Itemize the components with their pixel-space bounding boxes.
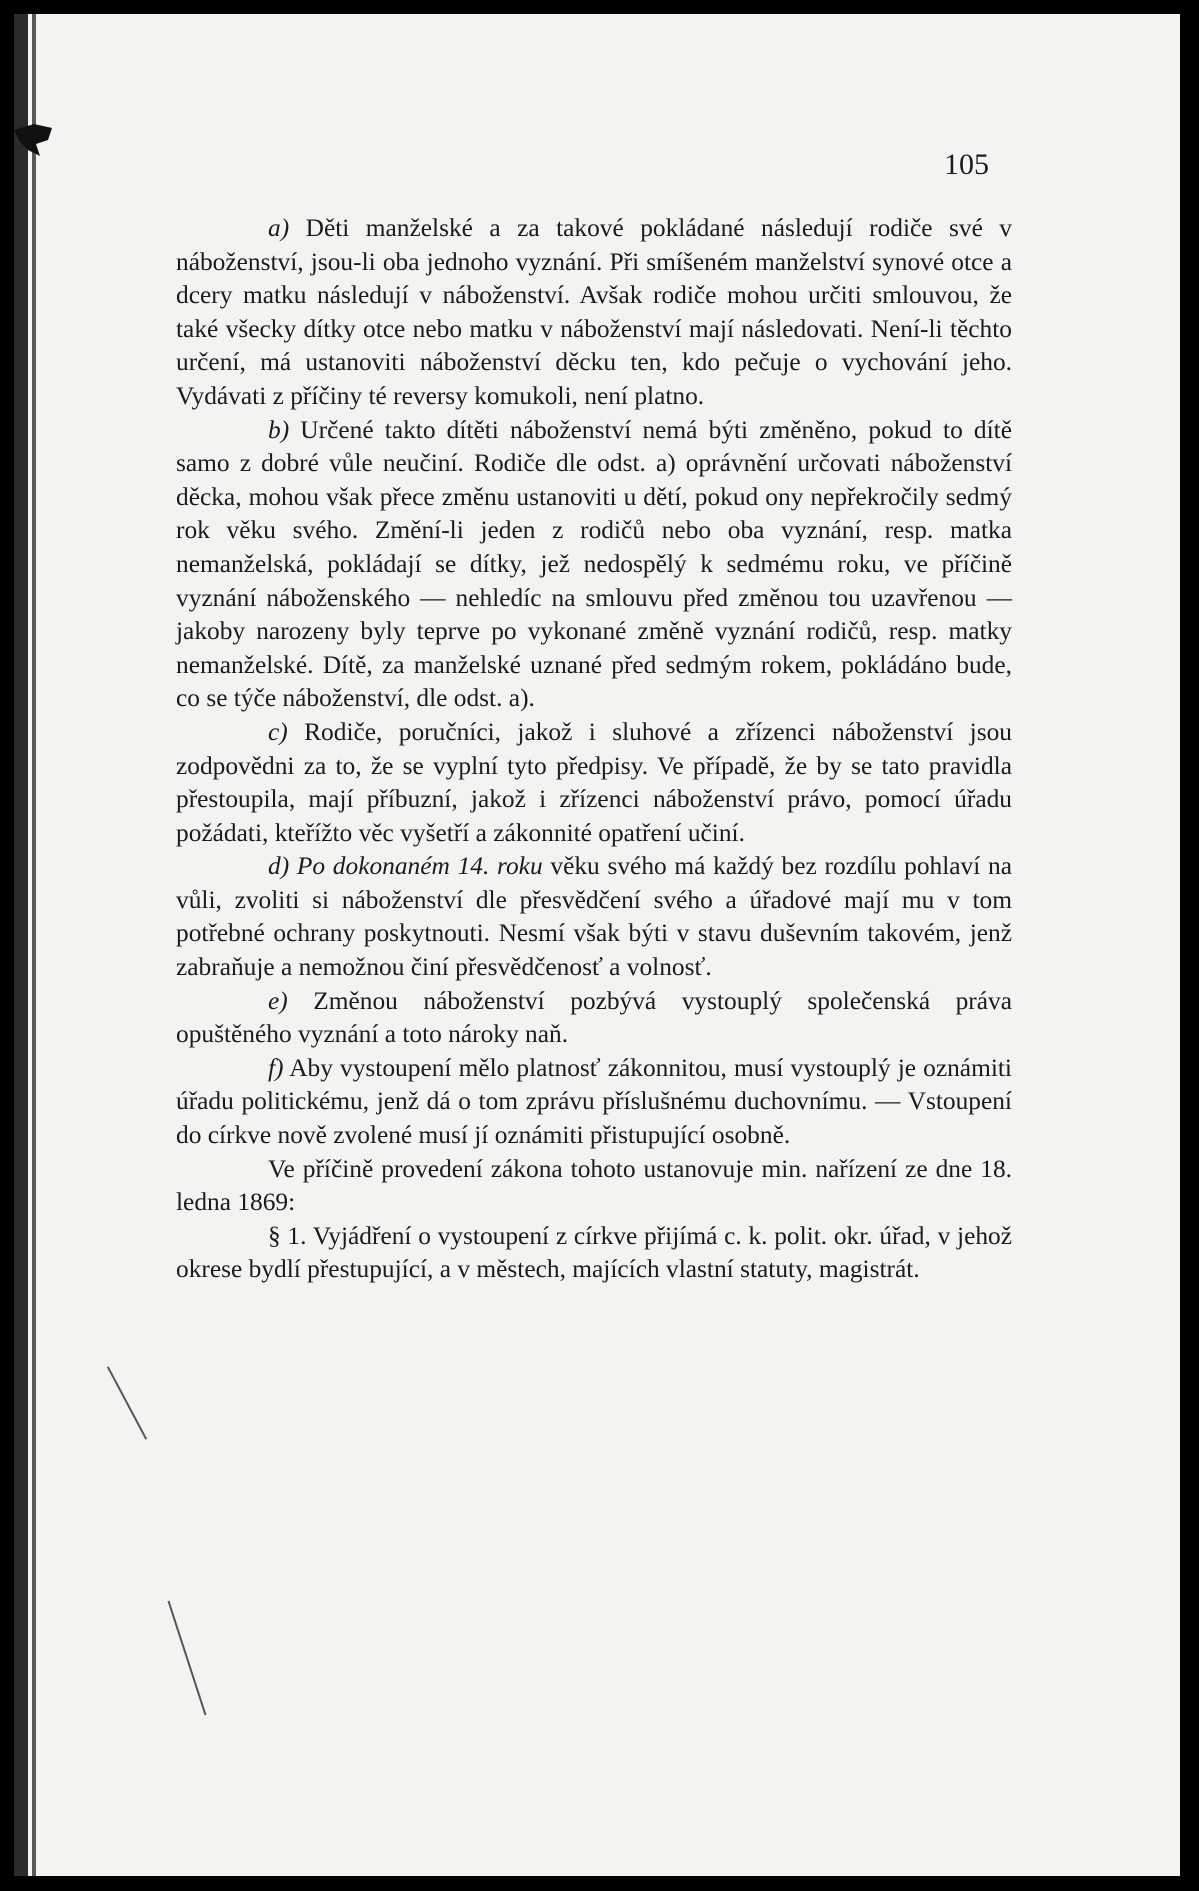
paragraph-d [176,850,1012,984]
paragraph-decree-text: Ve příčině provedení zákona tohoto ustanovuje min. nařízení ze dne 18. ledna 1869: [176,1154,1012,1217]
paragraph-b [176,414,1012,716]
paragraph-f-label: f) [268,1053,284,1082]
paragraph-section-1-text: Vyjádření o vystoupení z církve přijímá c. k. polit. okr. úřad, v jehož okrese bydlí přestupující, a v městech, majících vlastní statuty, magistrát. [176,1221,1012,1284]
paragraph-d-text: věku svého má každý bez rozdílu pohlaví na vůli, zvoliti si náboženství dle přesvědčení svého a úřadové mají mu v tom potřebné ochrany poskytnouti. Nesmí však býti v stavu duševním takovém, jenž zabraňuje a nemožnou činí přesvědčenosť a volnosť. [176,852,1012,982]
gutter-edge-line [32,14,36,1876]
paragraph-e-text: Změnou náboženství pozbývá vystouplý společenská práva opuštěného vyznání a toto nároky naň. [176,986,1012,1049]
paragraph-e [176,985,1012,1052]
body-text [176,212,1012,1287]
paragraph-section-1-label: § 1. [268,1221,307,1250]
paragraph-a-label: a) [268,214,290,242]
page-number: 105 [944,148,989,181]
ink-smudge-icon [10,120,56,160]
paragraph-f [176,1052,1012,1153]
paragraph-section-1 [176,1220,1012,1287]
paragraph-f-text: Aby vystoupení mělo platnosť zákonnitou, musí vystouplý je oznámiti úřadu politickému, jenž dá o tom zprávu příslušnému duchovnímu. — Vstoupení do církve nově zvolené musí jí oznámiti přistupující osobně. [176,1053,1012,1150]
paragraph-a [176,212,1012,414]
paragraph-b-text: Určené takto dítěti náboženství nemá býti změněno, pokud to dítě samo z dobré vůle neučiní. Rodiče dle odst. a) oprávnění určovati náboženství děcka, mohou však přece změnu ustanoviti u dětí, pokud ony nepřekročily sedmý rok věku svého. Změní-li jeden z rodičů nebo oba vyznání, resp. matka nemanželská, pokládají se dítky, jež nedospělý k sedmému roku, ve příčině vyznání náboženského — nehledíc na smlouvu před změnou tou uzavřenou — jakoby narozeny byly teprve po vykonané změně vyznání rodičů, resp. matky nemanželské. Dítě, za manželské uznané před sedmým rokem, pokládáno bude, co se týče náboženství, dle odst. a). [176,415,1012,713]
paragraph-c-label: c) [268,717,288,746]
paragraph-b-label: b) [268,415,290,444]
paragraph-d-label: d) Po dokonaném 14. roku [268,852,543,881]
paragraph-decree [176,1153,1012,1220]
paragraph-c-text: Rodiče, poručníci, jakož i sluhové a zřízenci náboženství jsou zodpovědni za to, že se vyplní tyto předpisy. Ve případě, že by se tato pravidla přestoupila, mají příbuzní, jakož i zřízenci náboženství právo, pomocí úřadu požádati, kteřížto věc vyšetří a zákonnité opatření učiní. [176,717,1012,847]
paragraph-c [176,716,1012,850]
paragraph-a-text: Děti manželské a za takové pokládané následují rodiče své v náboženství, jsou-li oba jednoho vyznání. Při smíšeném manželství synové otce a dcery matku následují v náboženství. Avšak rodiče mohou určiti smlouvou, že také všecky dítky otce nebo matku v náboženství mají následovati. Není-li těchto určení, má ustanoviti náboženství děcku ten, kdo pečuje o vychování jeho. Vydávati z příčiny té reversy komukoli, není platno. [176,214,1012,410]
paragraph-e-label: e) [268,986,288,1015]
book-gutter [14,14,28,1876]
